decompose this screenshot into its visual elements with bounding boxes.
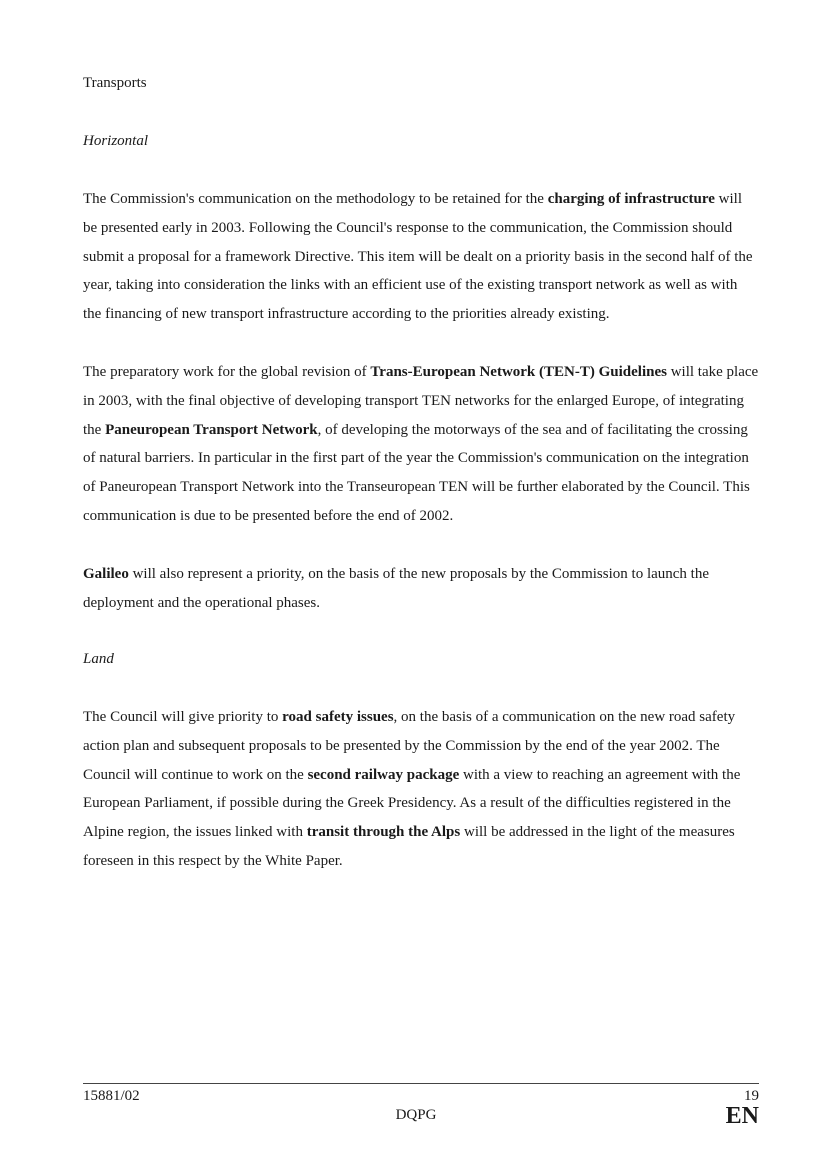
document-reference: 15881/02 (83, 1088, 140, 1104)
subsection-title-horizontal: Horizontal (83, 133, 149, 149)
subsection-title-land: Land (83, 651, 114, 667)
page-number: 19 (744, 1088, 759, 1104)
language-code: EN (725, 1103, 759, 1129)
footer-divider (83, 1083, 759, 1084)
paragraph-ten-t-guidelines: The preparatory work for the global revision of Trans-European Network (TEN-T) Guidelines will take place in 2003, with the final objective of developing transport TEN networks for the enlarged Europe, of integrating the Paneuropean Transport Network, of developing the motorways of the sea and of facilitating the crossing of natural barriers. In particular in the first part of the year the Commission's communication on the integration of Paneuropean Transport Network into the Transeuropean TEN will be further elaborated by the Council. This communication is due to be presented before the end of 2002. (83, 364, 759, 524)
paragraph-galileo: Galileo will also represent a priority, on the basis of the new proposals by the Commission to launch the deployment and the operational phases. (83, 566, 710, 611)
department-code: DQPG (395, 1107, 437, 1123)
paragraph-charging-infrastructure: The Commission's communication on the methodology to be retained for the charging of infrastructure will be presented early in 2003. Following the Council's response to the communication, the Commission should submit a proposal for a framework Directive. This item will be dealt on a priority basis in the second half of the year, taking into consideration the links with an efficient use of the existing transport network as well as with the financing of new transport infrastructure according to the priorities already existing. (83, 191, 753, 323)
paragraph-land-transport: The Council will give priority to road safety issues, on the basis of a communication on the new road safety action plan and subsequent proposals to be presented by the Commission by the end of the year 2002. The Council will continue to work on the second railway package with a view to reaching an agreement with the European Parliament, if possible during the Greek Presidency. As a result of the difficulties registered in the Alpine region, the issues linked with transit through the Alps will be addressed in the light of the measures foreseen in this respect by the White Paper. (83, 709, 741, 869)
section-title: Transports (83, 75, 147, 91)
